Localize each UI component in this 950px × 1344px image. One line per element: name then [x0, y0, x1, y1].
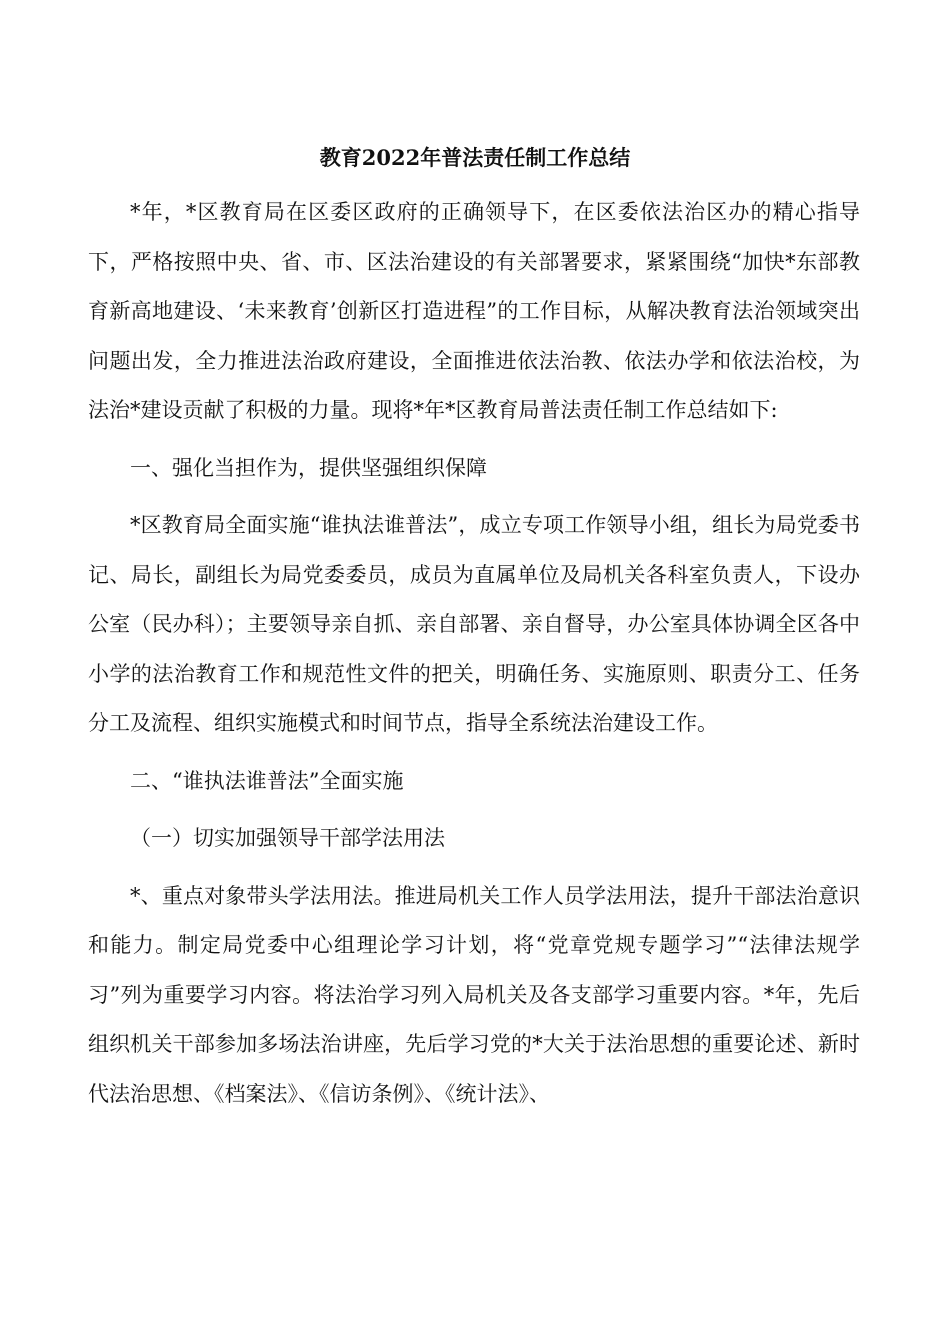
body-paragraph: *、重点对象带头学法用法。推进局机关工作人员学法用法，提升干部法治意识和能力。制定局党委中心组理论学习计划，将“党章党规专题学习”“法律法规学习”列为重要学习内容。将法治学习列入局机关及各支部学习重要内容。*年，先后组织机关干部参加多场法治讲座，先后学习党的*大关于法治思想的重要论述、新时代法治思想、《档案法》、《信访条例》、《统计法》、 — [88, 883, 860, 1106]
section-heading-2: 二、“谁执法谁普法”全面实施 — [130, 768, 404, 793]
document-body — [88, 188, 860, 1119]
document-title: 教育2022年普法责任制工作总结 — [319, 145, 631, 170]
section-heading-1: 一、强化当担作为，提供坚强组织保障 — [130, 455, 487, 480]
body-paragraph: *区教育局全面实施“谁执法谁普法”，成立专项工作领导小组，组长为局党委书记、局长，副组长为局党委委员，成员为直属单位及局机关各科室负责人，下设办公室（民办科）；主要领导亲自抓、亲自部署、亲自督导，办公室具体协调全区各中小学的法治教育工作和规范性文件的把关，明确任务、实施原则、职责分工、任务分工及流程、组织实施模式和时间节点，指导全系统法治建设工作。 — [88, 513, 860, 735]
intro-paragraph: *年，*区教育局在区委区政府的正确领导下，在区委依法治区办的精心指导下，严格按照中央、省、市、区法治建设的有关部署要求，紧紧围绕“加快*东部教育新高地建设、‘未来教育’创新区打造进程”的工作目标，从解决教育法治领域突出问题出发，全力推进法治政府建设，全面推进依法治教、依法办学和依法治校，为法治*建设贡献了积极的力量。现将*年*区教育局普法责任制工作总结如下: — [88, 200, 860, 422]
subsection-heading-1: （一）切实加强领导干部学法用法 — [130, 826, 445, 850]
